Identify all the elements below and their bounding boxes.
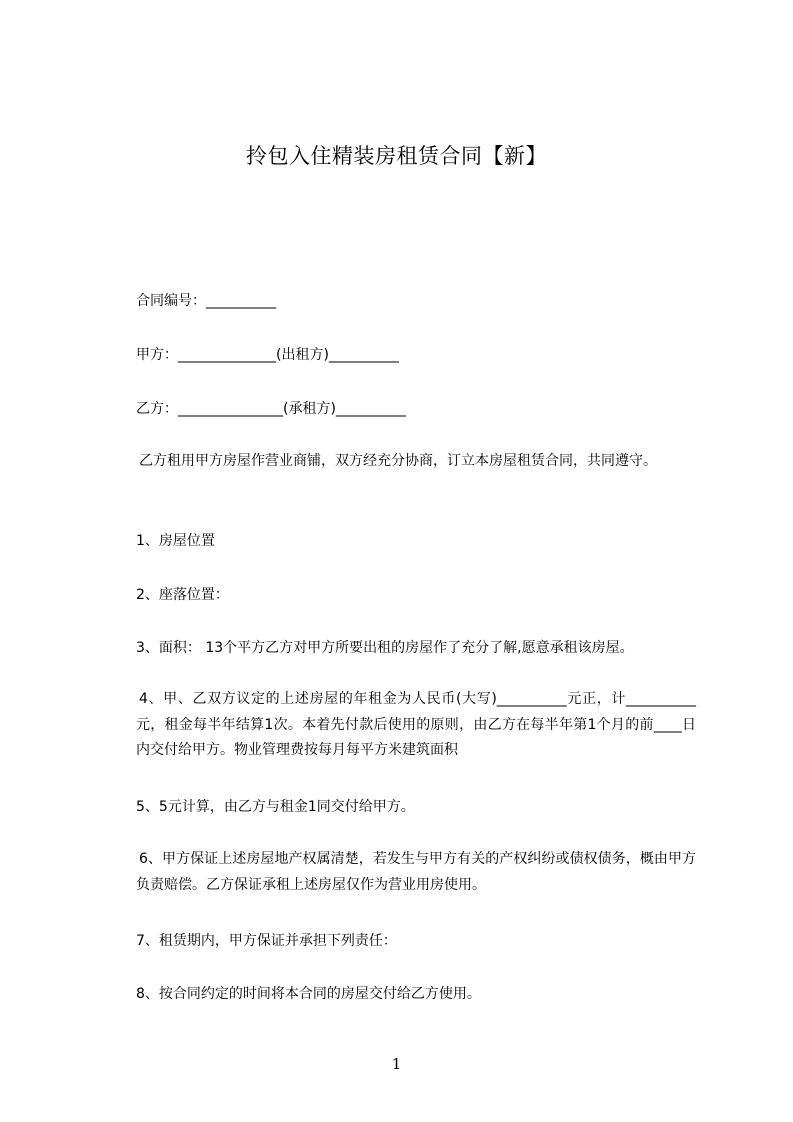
clause-7: 7、租赁期内，甲方保证并承担下列责任： [136,933,397,949]
clause-6: 6、甲方保证上述房屋地产权属清楚，若发生与甲方有关的产权纠纷或债权债务，概由甲方负责赔偿。乙方保证承租上述房屋仅作为营业用房使用。 [136,851,696,893]
party-b-line: 乙方：_______________(承租方)__________ [136,401,406,417]
clause-3: 3、面积： 13个平方乙方对甲方所要出租的房屋作了充分了解,愿意承租该房屋。 [136,640,634,656]
contract-number-line: 合同编号：__________ [136,293,276,309]
clause-1: 1、房屋位置 [136,533,215,549]
intro-paragraph: 乙方租用甲方房屋作营业商铺，双方经充分协商，订立本房屋租赁合同，共同遵守。 [139,453,657,469]
document-title: 拎包入住精装房租赁合同【新】 [246,144,547,168]
party-a-line: 甲方：______________(出租方)__________ [136,347,399,363]
clause-8: 8、按合同约定的时间将本合同的房屋交付给乙方使用。 [136,986,481,1002]
clause-4: 4、甲、乙双方议定的上述房屋的年租金为人民币(大写)__________元正，计__________元，租金每半年结算1次。本着先付款后使用的原则，由乙方在每半年第1个月的前____日内交付给甲方。物业管理费按每月每平方米建筑面积 [136,691,696,758]
clause-5: 5、5元计算，由乙方与租金1同交付给甲方。 [136,799,415,815]
clause-2: 2、座落位置： [136,587,229,603]
page-number: 1 [391,1055,402,1073]
